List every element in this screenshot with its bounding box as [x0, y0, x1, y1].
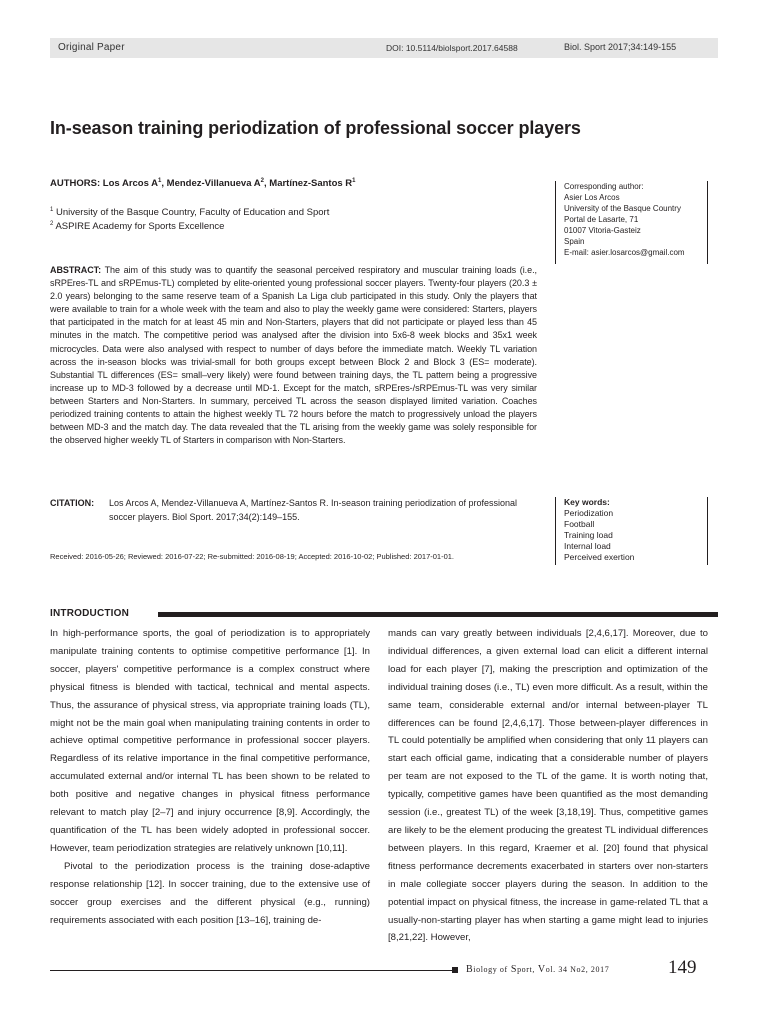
- submission-dates: Received: 2016-05-26; Reviewed: 2016-07-22; Re-submitted: 2016-08-19; Accepted: 2016-10-02; Published: 2017-01-01.: [50, 552, 455, 561]
- corresponding-author-box: [555, 181, 708, 264]
- keyword-item: Periodization: [564, 508, 614, 518]
- footer-rule: [50, 970, 458, 971]
- introduction-heading: INTRODUCTION: [50, 608, 130, 619]
- paper-title: In-season training periodization of professional soccer players: [50, 118, 581, 138]
- body-column-left: [50, 625, 370, 929]
- author-3-sup: 1: [352, 177, 356, 184]
- keyword-item: Perceived exertion: [564, 552, 635, 562]
- author-2: Mendez-Villanueva A: [166, 178, 261, 189]
- intro-paragraph-1: In high-performance sports, the goal of periodization is to appropriately manipulate training contents to optimise competitive performance [1]. In soccer, players' competitive performance is a complex construct where physical fitness is blended with tactical, technical and mental aspects. Thus, the assurance of physical stress, via appropriate training loads (TL), might not be the main goal when manipulating training contents in order to achieve optimal competitive performance in professional soccer players. Regardless of its relative importance in the final competitive performance, accumulated external and/or internal TL has been shown to be related to both positive and negative changes in physical fitness performance relevant to match play [2–7] and injury occurrence [8,9]. Accordingly, the quantification of the TL has been widely adopted in professional soccer. However, team periodization strategies are relatively unknown [10,11].: [50, 628, 370, 854]
- doi[interactable]: DOI: 10.5114/biolsport.2017.64588: [386, 43, 518, 53]
- corr-label: Corresponding author:: [564, 182, 644, 191]
- keywords-box: [555, 497, 708, 565]
- author-1-sup: 1: [158, 177, 162, 184]
- header-bar: [50, 38, 718, 58]
- keyword-item: Internal load: [564, 541, 611, 551]
- abstract: [50, 264, 537, 447]
- page-number: 149: [668, 957, 697, 978]
- authors-line: AUTHORS: Los Arcos $A^1$, Mendez-Villanueva $A^2$, Martínez-Santos $R^1$: [50, 177, 356, 189]
- section-label: Original Paper: [58, 42, 125, 53]
- journal-reference: Biol. Sport 2017;34:149-155: [564, 42, 677, 52]
- keyword-item: Football: [564, 519, 595, 529]
- authors-label: AUTHORS:: [50, 178, 101, 189]
- affiliation-2: $^2$ ASPIRE Academy for Sports Excellence: [50, 220, 225, 232]
- keywords-title: Key words:: [564, 497, 610, 507]
- introduction-rule: [158, 612, 718, 617]
- footer-square-mark: [452, 967, 458, 973]
- corr-street: Portal de Lasarte, 71: [564, 215, 639, 224]
- corr-name: Asier Los Arcos: [564, 193, 620, 202]
- author-3: Martínez-Santos R: [269, 178, 353, 189]
- corr-institution: University of the Basque Country: [564, 204, 681, 213]
- citation-label: CITATION:: [50, 498, 95, 508]
- body-column-right: [388, 625, 708, 947]
- abstract-label: ABSTRACT:: [50, 265, 102, 275]
- corr-country: Spain: [564, 237, 585, 246]
- corr-email[interactable]: E-mail: asier.losarcos@gmail.com: [564, 248, 685, 257]
- keyword-item: Training load: [564, 530, 613, 540]
- affiliation-1: $^1$ University of the Basque Country, Faculty of Education and Sport: [50, 206, 330, 218]
- intro-paragraph-3: mands can vary greatly between individuals [2,4,6,17]. Moreover, due to individual differences, a given external load can elicit a different internal load for each player [7], making the prescription and optimization of the individual training doses (i.e., TL) even more difficult. As a result, within the same team, considerable external and/or internal between-player TL differences can be found [2,4,6,17]. Those between-player differences in TL could potentially be amplified when considering that only 11 players can start each official game, indicating that a considerable number of players per team are not exposed to the TL of the game. It is worth noting that, typically, competitive games have been quantified as the most demanding session (i.e., greatest TL) of the week [3,18,19]. Thus, competitive games are likely to be the element producing the greatest TL individual differences between players. In this regard, Kraemer et al. [20] found that physical fitness performance decrements exacerbated in starters over non-starters in male collegiate soccer players during the season. In addition to the potential impact on physical fitness, the increase in game-related TL that a usually-non-starting player has when starting a game might lead to injuries [8,21,22]. However,: [388, 628, 708, 944]
- abstract-text: The aim of this study was to quantify the seasonal perceived respiratory and muscular training loads (i.e., sRPEres-TL and sRPEmus-TL) completed by elite-oriented young professional soccer players. Twenty-four players (20.3 ± 2.0 years) belonging to the same reserve team of a Spanish La Liga club participated in this study. Only the players that were available to train for a whole week with the team and also to play the weekly game were considered: Starters, players that participated in the match for at least 45 min and Non-Starters, players that did not participate or played less than 45 minutes in the match. The competitive period was analysed after the division into 5x6-8 week blocks and 35x1 week microcycles. Data were also analysed with respect to number of days before the immediate match. Weekly TL variation across the in-season blocks was trivial-small for both groups except between Block 2 and Block 3 (ES= moderate). Substantial TL differences (ES= small–very likely) were found between training days, the TL pattern being a progressive increase up to MD-3 followed by a decrease until MD-1. Except for the match, sRPEres-/sRPEmus-TL was very similar between Starters and Non-Starters. In summary, perceived TL across the season displayed limited variation. Coaches periodized training contents to attain the highest weekly TL 72 hours before the match to progressively unload the players between MD-3 and the match day. The data revealed that the TL arising from the weekly game was solely responsible for the observed higher weekly TL of Starters in comparison with Non-Starters.: [50, 265, 537, 446]
- intro-paragraph-2: Pivotal to the periodization process is the training dose-adaptive response relationship [12]. In soccer training, due to the extensive use of soccer group exercises and the different physical (e.g., running) requirements associated with each position [13–16], training de-: [50, 860, 370, 926]
- author-1: Los Arcos A: [102, 178, 159, 189]
- footer-journal: Biology of Sport, Vol. 34 No2, 2017: [466, 964, 610, 975]
- author-2-sup: 2: [260, 177, 264, 184]
- citation-text: Los Arcos A, Mendez-Villanueva A, Martínez-Santos R. In-season training periodization of professional soccer players. Biol Sport. 2017;34(2):149–155.: [109, 498, 518, 522]
- corr-city: 01007 Vitoria-Gasteiz: [564, 226, 641, 235]
